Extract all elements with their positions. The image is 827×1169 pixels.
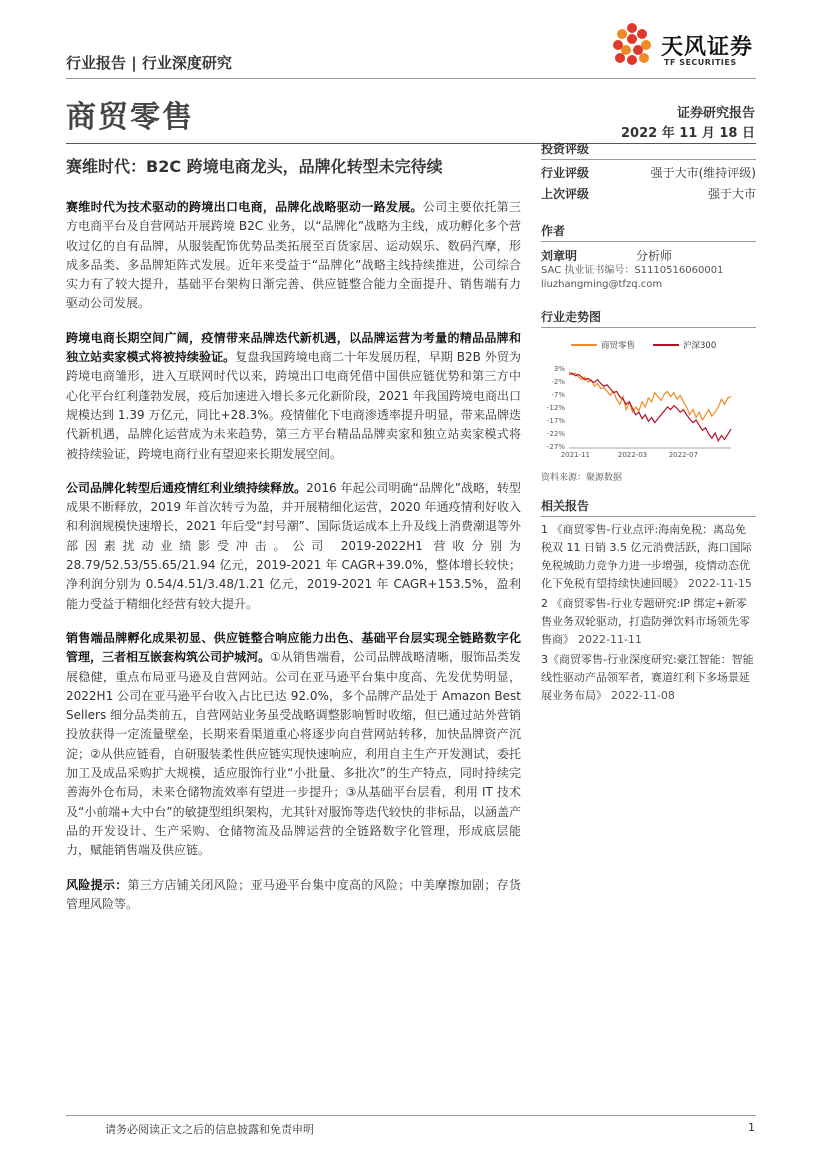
x-tick-label: 2021-11	[560, 451, 590, 459]
company-logo	[606, 20, 766, 72]
paragraph-4	[66, 629, 521, 861]
author-email: liuzhangming@tfzq.com	[541, 279, 663, 290]
paragraph-body: 2016 年起公司明确“品牌化”战略，转型成果不断释放，2019 年首次转亏为盈，并开展精细化运营，2020 年通疫情利好收入和利润规模快速增长，2021 年后受“封号潮”、国际货运成本上升及线上消费潮退等外部因素扰动业绩影受冲击。公司 2019-2022H1 营收分别为 28.79/52.53/55.65/21.94 亿元，2019-2021 年 CAGR+39.0%，整体增长较快；净利润分别为 0.54/4.51/3.48/1.21 亿元，2019-2021 年 CAGR+153.5%，盈利能力受益于精细化经营有较大提升。	[66, 480, 521, 611]
sidebar	[541, 140, 756, 707]
report-category: 行业报告 | 行业深度研究	[66, 54, 232, 72]
series-line	[569, 372, 731, 420]
paragraph-lead: 销售端品牌孵化成果初显、供应链整合响应能力出色、基础平台层实现全链路数字化管理，三者相互嵌套构筑公司护城河。	[66, 630, 521, 665]
paragraph-1	[66, 198, 521, 314]
paragraph-body: 复盘我国跨境电商二十年发展历程，早期 B2B 外贸为跨境电商雏形，进入互联网时代以来，跨境出口电商凭借中国供应链优势和第三方中心化平台红利蓬勃发展，疫后加速进入增长多元化新阶段，2021 年我国跨境电商出口规模达到 1.39 万亿元，同比+28.3%。疫情催化下电商渗透率提升明显，带来品牌迭代新机遇，品牌化运营成为未来趋势，第三方平台精品品牌卖家和独立站卖家模式将被持续验证，跨境电商行业有望迎来长期发展空间。	[66, 350, 521, 461]
x-tick-label: 2022-07	[668, 451, 698, 459]
related-report-text: 1 《商贸零售-行业点评:海南免税：离岛免税双 11 日销 3.5 亿元消费活跃，海口国际免税城助力竞争力进一步增强，疫情动态优化下免税有望持续快速回暖》	[541, 523, 752, 590]
related-report[interactable]	[541, 595, 756, 649]
y-tick-label: 3%	[553, 365, 565, 373]
report-date: 2022 年 11 月 18 日	[621, 126, 755, 141]
author-name: 刘章明	[541, 249, 578, 263]
legend-label: 沪深300	[683, 341, 717, 351]
rating-heading: 投资评级	[541, 140, 756, 160]
chart-heading: 行业走势图	[541, 308, 756, 328]
main-content	[66, 198, 521, 929]
rating-label: 上次评级	[541, 187, 590, 201]
risk-warning	[66, 876, 521, 915]
trend-chart	[541, 334, 756, 468]
related-report[interactable]	[541, 651, 756, 705]
author-row	[541, 247, 756, 264]
rating-label: 行业评级	[541, 166, 590, 180]
related-report-text: 2 《商贸零售-行业专题研究:IP 绑定+新零售业务双轮驱动，打造防弹饮料市场领先零售商》	[541, 597, 750, 646]
y-tick-label: -7%	[551, 391, 565, 399]
paragraph-2	[66, 329, 521, 464]
report-subtitle: 赛维时代：B2C 跨境电商龙头，品牌化转型未完待续	[66, 157, 443, 176]
logo-mark-icon	[606, 20, 658, 72]
rating-value: 强于大市	[707, 187, 756, 201]
paragraph-lead: 跨境电商长期空间广阔，疫情带来品牌迭代新机遇，以品牌运营为考量的精品品牌和独立站卖家模式将被持续验证。	[66, 330, 521, 365]
header-divider	[66, 78, 756, 79]
industry-title: 商贸零售	[66, 100, 194, 135]
y-tick-label: -17%	[546, 417, 565, 425]
trend-chart-svg	[541, 334, 756, 464]
author-role: 分析师	[636, 249, 673, 263]
paragraph-body: ①从销售端看，公司品牌战略清晰，服饰品类发展稳健，重点布局亚马逊及自营网站。公司在亚马逊平台集中度高、先发优势明显，2022H1 公司在亚马逊平台收入占比已达 92.0%，多个品牌产品处于 Amazon Best Sellers 细分品类前五，自营网站业务虽受战略调整影响暂时收缩，但已通过站外营销投放获得一定流量壁垒，长期来看渠道重心将逐步向自营网站转移，加快品牌资产沉淀；②从供应链看，自研服装柔性供应链实现快速响应，利用自主生产开发测试，委托加工及成品采购扩大规模，适应服饰行业“小批量、多批次”的生产特点，同时持续完善海外仓布局，未来仓储物流效率有望进一步提升；③从基础平台层看，利用 IT 技术及“小前端+大中台”的敏捷型组织架构，尤其针对服饰等迭代较快的非标品，以涵盖产品的开发设计、生产采购、仓储物流及品牌运营的全链路数字化管理，形成底层能力，赋能销售端及供应链。	[66, 650, 521, 858]
y-tick-label: -12%	[546, 404, 565, 412]
related-heading: 相关报告	[541, 497, 756, 517]
related-report-date: 2022-11-15	[688, 577, 752, 590]
rating-row	[541, 164, 756, 181]
logo-text-cn: 天风证券	[661, 35, 754, 60]
related-report-text: 3《商贸零售-行业深度研究:豪江智能：智能线性驱动产品领军者，赛道红利下多场景延展业务布局》	[541, 653, 754, 702]
rating-row	[541, 185, 756, 202]
paragraph-body: 公司主要依托第三方电商平台及自营网站开展跨境 B2C 业务，以“品牌化”战略为主线，成功孵化多个营收过亿的自有品牌，从服装配饰优势品类拓展至百货家居、运动娱乐、数码汽摩，形成多品类、多品牌矩阵式发展。近年来受益于“品牌化”战略主线持续推进，公司综合实力有了较大提升，基础平台架构日渐完善、供应链整合能力全面提升、销售端有力驱动公司发展。	[66, 200, 521, 311]
rating-value: 强于大市(维持评级)	[650, 166, 756, 180]
paragraph-lead: 赛维时代为技术驱动的跨境出口电商，品牌化战略驱动一路发展。	[66, 200, 423, 214]
y-tick-label: -22%	[546, 430, 565, 438]
related-reports	[541, 521, 756, 705]
page-number: 1	[748, 1121, 755, 1134]
report-type: 证券研究报告	[676, 106, 755, 121]
logo-text-en: TF SECURITIES	[664, 58, 737, 67]
related-report-date: 2022-11-08	[611, 689, 675, 702]
legend-label: 商贸零售	[601, 341, 636, 351]
paragraph-lead: 公司品牌化转型后通疫情红利业绩持续释放。	[66, 480, 307, 495]
disclaimer: 请务必阅读正文之后的信息披露和免责申明	[105, 1123, 314, 1136]
paragraph-body: 第三方店铺关闭风险；亚马逊平台集中度高的风险；中美摩擦加剧；存货管理风险等。	[66, 877, 521, 911]
author-sac: SAC 执业证书编号：S1110516060001	[541, 265, 724, 276]
x-tick-label: 2022-03	[617, 451, 648, 459]
y-tick-label: -27%	[546, 443, 565, 451]
paragraph-3	[66, 479, 521, 614]
y-tick-label: -2%	[551, 378, 565, 386]
related-report-date: 2022-11-11	[578, 633, 642, 646]
related-report[interactable]	[541, 521, 756, 593]
chart-source: 资料来源：聚源数据	[541, 473, 623, 483]
paragraph-lead: 风险提示：	[66, 877, 128, 892]
footer-divider	[66, 1115, 756, 1116]
author-heading: 作者	[541, 222, 756, 242]
